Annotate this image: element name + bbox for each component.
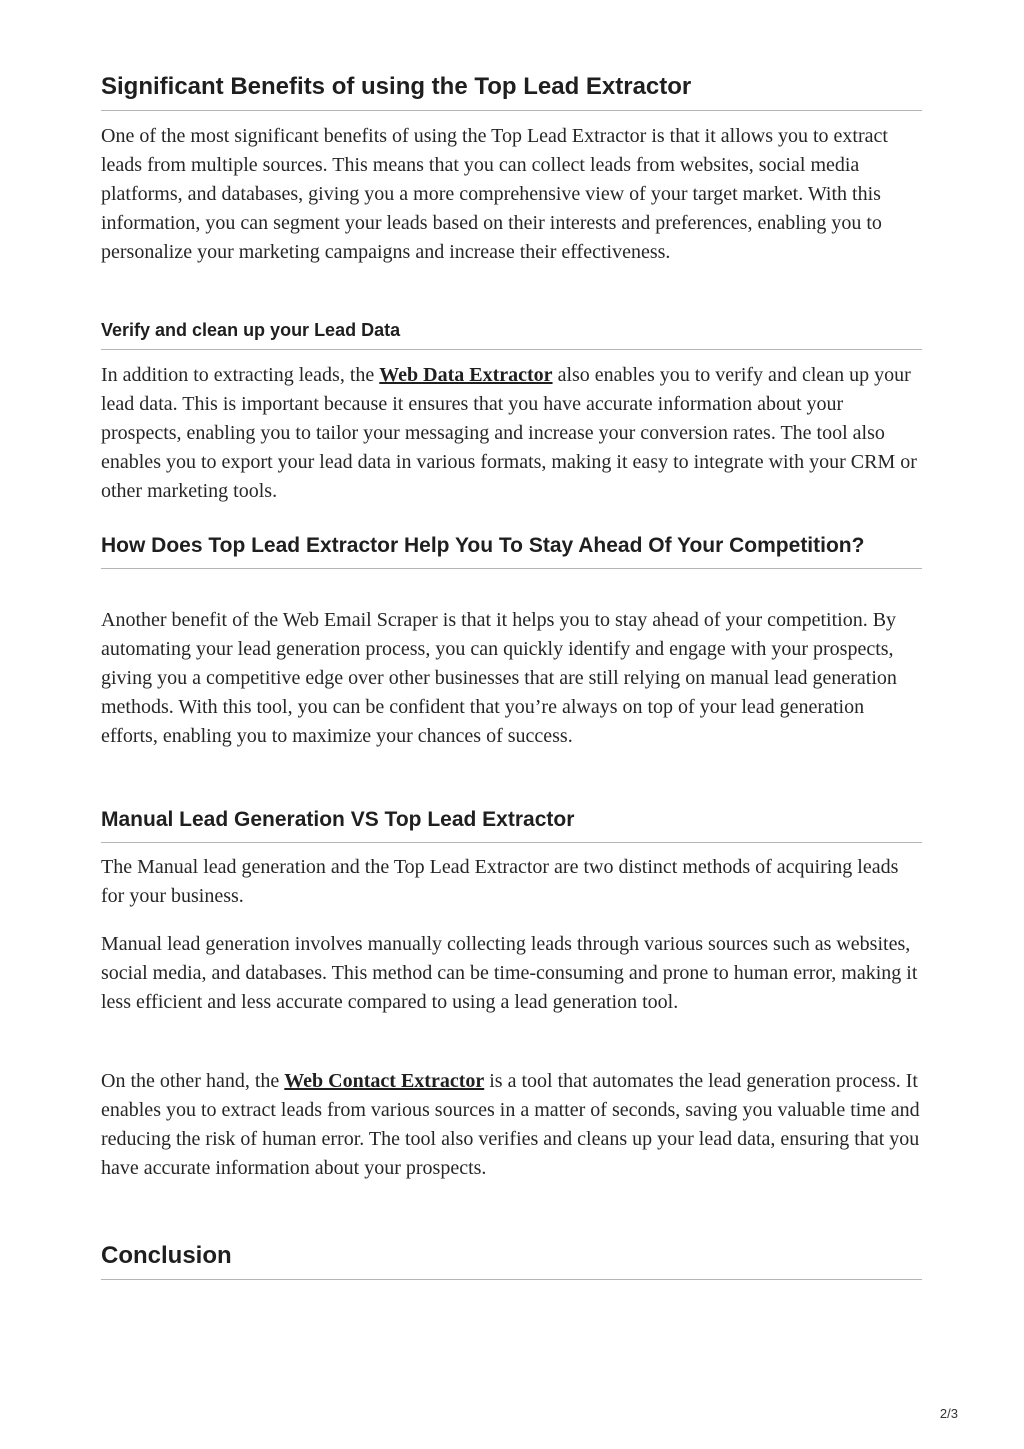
section-heading-verify: Verify and clean up your Lead Data — [101, 318, 922, 350]
paragraph-manual-intro: The Manual lead generation and the Top Lead Extractor are two distinct methods of acquiring leads for your business. — [101, 856, 899, 907]
paragraph-verify-text-end: also enables you to verify and clean up your lead data. This is important because it ensures that you have accurate information about your prospects, enabling you to tailor your messaging and increase your conversion rates. The tool also enables you to export your lead data in various formats, making it easy to integrate with your CRM or other marketing tools. — [101, 364, 917, 502]
paragraph-verify — [101, 361, 922, 506]
section-heading-manual-vs-tool: Manual Lead Generation VS Top Lead Extractor — [101, 806, 922, 843]
section-heading-benefits: Significant Benefits of using the Top Lead Extractor — [101, 72, 922, 111]
paragraph-benefits: One of the most significant benefits of using the Top Lead Extractor is that it allows you to extract leads from multiple sources. This means that you can collect leads from websites, social media platforms, and databases, giving you a more comprehensive view of your target market. With this information, you can segment your leads based on their interests and preferences, enabling you to personalize your marketing campaigns and increase their effectiveness. — [101, 125, 888, 263]
page-number: 2/3 — [939, 1406, 958, 1421]
paragraph-competition: Another benefit of the Web Email Scraper is that it helps you to stay ahead of your competition. By automating your lead generation process, you can quickly identify and engage with your prospects, giving you a competitive edge over other businesses that are still relying on manual lead generation methods. With this tool, you can be confident that you’re always on top of your lead generation efforts, enabling you to maximize your chances of success. — [101, 609, 897, 747]
paragraph-contact-text-start: On the other hand, the — [101, 1070, 285, 1092]
paragraph-verify-text-start: In addition to extracting leads, the — [101, 364, 380, 386]
section-heading-competition: How Does Top Lead Extractor Help You To Stay Ahead Of Your Competition? — [101, 532, 922, 569]
web-data-extractor-link[interactable]: Web Data Extractor — [379, 364, 553, 386]
paragraph-contact-extractor — [101, 1067, 922, 1183]
web-contact-extractor-link[interactable]: Web Contact Extractor — [284, 1070, 485, 1092]
section-heading-conclusion: Conclusion — [101, 1241, 922, 1280]
paragraph-contact-text-end: is a tool that automates the lead generation process. It enables you to extract leads from various sources in a matter of seconds, saving you valuable time and reducing the risk of human error. The tool also verifies and cleans up your lead data, ensuring that you have accurate information about your prospects. — [101, 1070, 920, 1179]
paragraph-manual-details: Manual lead generation involves manually collecting leads through various sources such as websites, social media, and databases. This method can be time-consuming and prone to human error, making it less efficient and less accurate compared to using a lead generation tool. — [101, 933, 918, 1013]
